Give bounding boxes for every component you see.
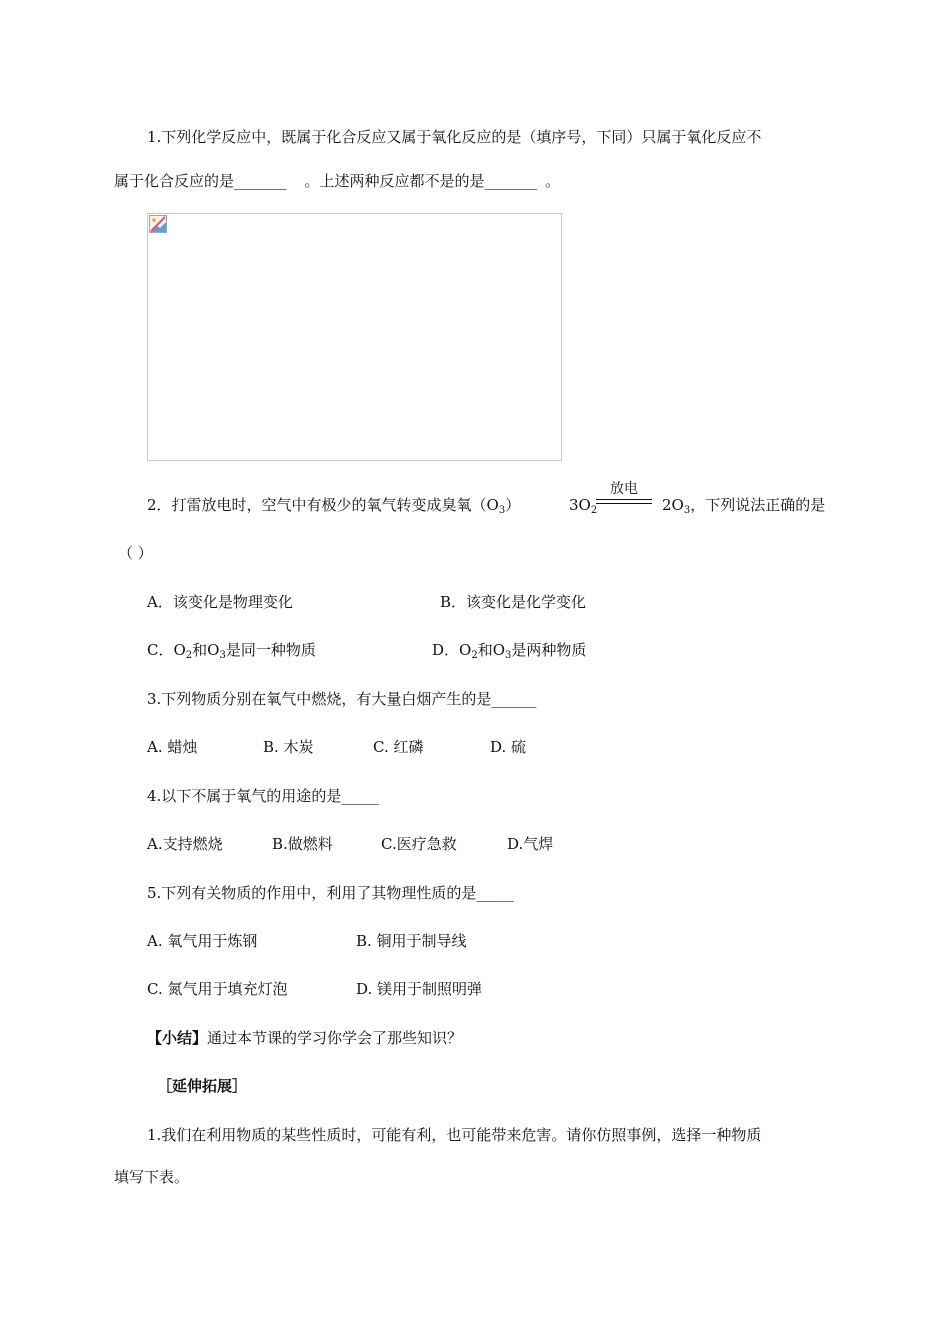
q5-option-a: A. 氧气用于炼钢 xyxy=(147,932,258,950)
equation-left xyxy=(569,495,597,521)
q2-option-c xyxy=(147,640,316,666)
q2-stem xyxy=(147,495,520,521)
q4-option-d: D.气焊 xyxy=(507,835,554,853)
q2-stem-text: 2．打雷放电时，空气中有极少的氧气转变成臭氧（O xyxy=(147,496,499,514)
subscript: 3 xyxy=(683,505,691,516)
q4-option-a: A.支持燃烧 xyxy=(147,835,223,853)
q2-stem-paren: ） xyxy=(505,496,521,514)
subscript: 3 xyxy=(498,505,506,516)
q1-line2 xyxy=(114,171,560,191)
q2-option-a: A．该变化是物理变化 xyxy=(147,593,293,611)
opt-text: 是同一种物质 xyxy=(225,641,316,659)
q1-blank2-text: 。上述两种反应都不是的是_______ xyxy=(304,172,538,190)
equals-bar-bottom xyxy=(596,503,652,504)
opt-text: D．O xyxy=(432,641,472,659)
eq-left-text: 3O xyxy=(569,496,591,514)
q5-option-d: D. 镁用于制照明弹 xyxy=(356,980,483,998)
opt-text: 和O xyxy=(477,641,506,659)
q3-option-d: D. 硫 xyxy=(490,738,527,756)
q4-option-c: C.医疗急救 xyxy=(381,835,457,853)
q2-answer-paren: （ ） xyxy=(118,544,153,562)
equation-right xyxy=(662,495,825,521)
q3-option-a: A. 蜡烛 xyxy=(147,738,198,756)
subscript: 2 xyxy=(590,505,598,516)
subscript: 3 xyxy=(505,650,512,661)
q1-line1: 1.下列化学反应中，既属于化合反应又属于氧化反应的是（填序号，下同）只属于氧化反应不 xyxy=(147,128,762,146)
q3-stem: 3.下列物质分别在氧气中燃烧，有大量白烟产生的是______ xyxy=(147,690,537,708)
summary-label: 【小结】 xyxy=(147,1029,208,1047)
reaction-condition xyxy=(596,478,652,518)
q3-option-c: C. 红磷 xyxy=(373,738,424,756)
q2-option-d xyxy=(432,640,586,666)
summary-text: 通过本节课的学习你学会了那些知识？ xyxy=(207,1029,463,1047)
broken-image-icon xyxy=(149,215,167,233)
eq-condition-label: 放电 xyxy=(610,481,638,497)
q2-option-b: B．该变化是化学变化 xyxy=(440,593,587,611)
subscript: 2 xyxy=(185,650,193,661)
equals-bar-top xyxy=(596,499,652,500)
subscript: 3 xyxy=(219,650,226,661)
q3-option-b: B. 木炭 xyxy=(263,738,314,756)
opt-text: C．O xyxy=(147,641,186,659)
opt-text: 是两种物质 xyxy=(511,641,587,659)
q1-blank1-text: 属于化合反应的是_______ xyxy=(114,172,287,190)
q5-stem: 5.下列有关物质的作用中，利用了其物理性质的是_____ xyxy=(147,884,514,902)
subscript: 2 xyxy=(471,650,478,661)
opt-text: 和O xyxy=(192,641,220,659)
q2-stem-end: ，下列说法正确的是 xyxy=(690,496,826,514)
extension-line2: 填写下表。 xyxy=(114,1168,190,1186)
q5-option-b: B. 铜用于制导线 xyxy=(356,932,467,950)
extension-heading: ［延伸拓展］ xyxy=(157,1077,248,1095)
extension-line1: 1.我们在利用物质的某些性质时，可能有利，也可能带来危害。请你仿照事例，选择一种物质 xyxy=(147,1126,762,1144)
summary xyxy=(147,1028,462,1048)
embedded-image xyxy=(147,213,562,461)
q5-option-c: C. 氮气用于填充灯泡 xyxy=(147,980,288,998)
q4-option-b: B.做燃料 xyxy=(272,835,333,853)
eq-right-text: 2O xyxy=(662,496,684,514)
q1-end: 。 xyxy=(545,172,561,190)
q4-stem: 4.以下不属于氧气的用途的是_____ xyxy=(147,787,379,805)
